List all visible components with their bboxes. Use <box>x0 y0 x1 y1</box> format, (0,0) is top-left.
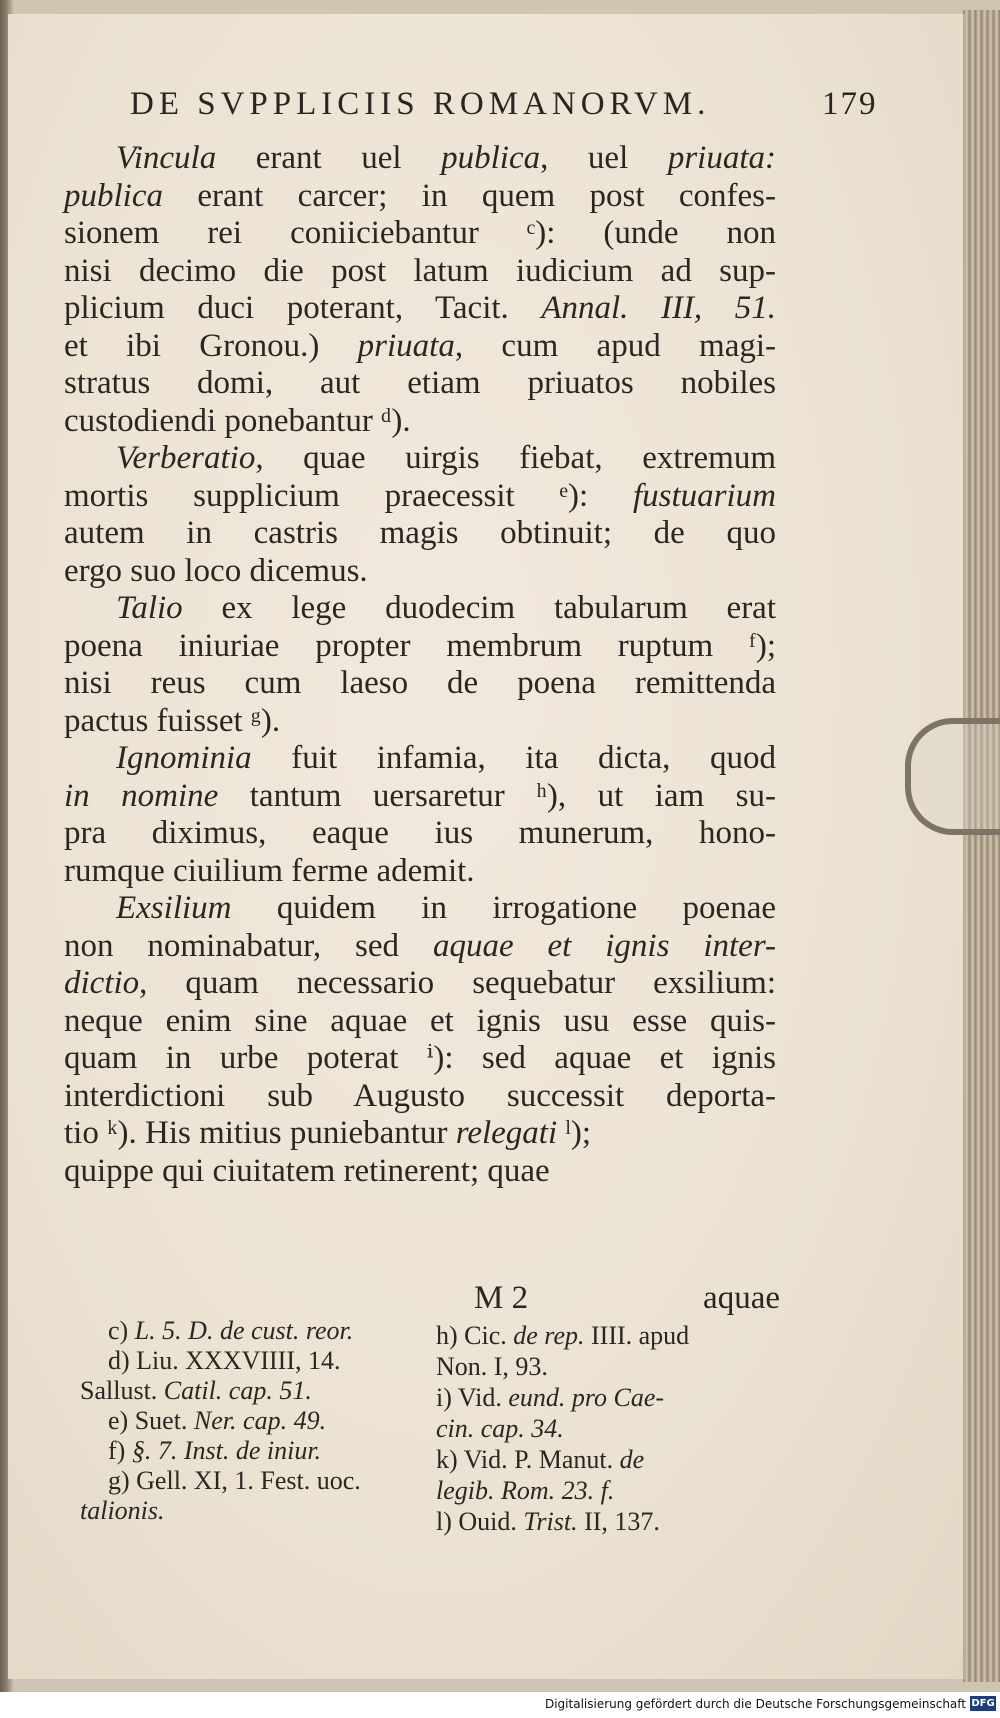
italic-segment: talionis. <box>80 1496 165 1525</box>
text-segment: quidem in irrogatione poenae <box>231 890 776 926</box>
footnote-line <box>80 1496 410 1526</box>
text-segment: pactus fuisset ᵍ). <box>64 702 281 739</box>
footnote-line <box>436 1506 781 1537</box>
text-segment: nisi reus cum laeso de poena remittenda <box>64 665 776 701</box>
text-segment: , quae uirgis fiebat, extremum <box>255 440 776 476</box>
footnote-line <box>436 1382 781 1413</box>
footnotes-left-column <box>80 1316 410 1526</box>
footnote-line <box>80 1436 410 1466</box>
digitization-credit: Digitalisierung gefördert durch die Deutsche Forschungsgemeinschaft <box>544 1697 966 1711</box>
italic-segment: Trist. <box>523 1507 578 1536</box>
text-segment: ˡ); <box>557 1115 592 1151</box>
footnote-line <box>80 1346 410 1376</box>
text-segment: nisi decimo die post latum iudicium ad sup- <box>64 252 776 289</box>
text-segment: k) Vid. P. Manut. <box>436 1445 620 1474</box>
italic-segment: Annal. III, 51. <box>541 290 776 326</box>
text-segment: f) <box>108 1436 132 1465</box>
footnote-line <box>80 1376 410 1406</box>
text-line <box>64 815 776 853</box>
text-line <box>64 853 776 891</box>
text-line <box>64 1040 776 1078</box>
text-line <box>64 365 776 403</box>
italic-segment: publica <box>64 177 163 214</box>
text-segment: e) Suet. <box>108 1406 194 1435</box>
catchword: aquae <box>703 1280 780 1316</box>
text-line <box>64 328 776 366</box>
italic-segment: de rep. <box>513 1321 585 1350</box>
italic-segment: priuata <box>357 327 455 364</box>
text-segment: i) Vid. <box>436 1383 509 1412</box>
text-line <box>64 515 776 553</box>
italic-segment: Talio <box>116 590 183 626</box>
text-segment: c) <box>108 1316 135 1345</box>
text-line <box>64 215 776 253</box>
italic-segment: priuata: <box>667 140 776 176</box>
italic-segment: legib. Rom. 23. f. <box>436 1476 615 1505</box>
text-segment: sionem rei coniiciebantur ᶜ): (unde non <box>64 215 776 251</box>
italic-segment: in nomine <box>64 777 219 814</box>
text-segment: tio ᵏ). His mitius puniebantur <box>64 1115 456 1151</box>
italic-segment: de <box>619 1445 645 1474</box>
text-segment: plicium duci poterant, Tacit. <box>64 290 542 326</box>
text-segment: Non. I, 93. <box>436 1352 548 1381</box>
text-line <box>64 403 776 441</box>
footnote-line <box>436 1475 781 1506</box>
italic-segment: Exsilium <box>116 890 232 926</box>
text-segment: II, 137. <box>577 1507 660 1536</box>
text-line <box>64 440 776 478</box>
book-page-edges <box>963 10 1000 1682</box>
text-segment: quippe qui ciuitatem retinerent; quae <box>64 1152 550 1189</box>
text-line <box>64 290 776 328</box>
text-segment: mortis supplicium praecessit ᵉ): <box>64 477 633 514</box>
text-segment: d) Liu. XXXVIIII, 14. <box>108 1346 341 1375</box>
footnote-line <box>80 1406 410 1436</box>
text-segment: g) Gell. XI, 1. Fest. uoc. <box>108 1466 361 1495</box>
text-segment: , cum apud magi- <box>454 327 776 364</box>
text-segment: rumque ciuilium ferme ademit. <box>64 852 475 889</box>
page-number: 179 <box>822 86 878 122</box>
text-segment: , quam necessario sequebatur exsilium: <box>139 965 776 1001</box>
italic-segment: Vincula <box>116 140 217 176</box>
italic-segment: Ner. cap. 49. <box>193 1406 327 1435</box>
text-line <box>64 703 776 741</box>
text-line <box>64 1078 776 1116</box>
footnote-line <box>436 1351 781 1382</box>
text-line <box>64 553 776 591</box>
text-line <box>64 1003 776 1041</box>
italic-segment: aquae et ignis inter- <box>432 927 776 964</box>
italic-segment: §. 7. Inst. de iniur. <box>131 1436 322 1465</box>
text-segment: l) Ouid. <box>436 1507 524 1536</box>
main-text <box>64 140 776 1190</box>
text-segment: poena iniuriae propter membrum ruptum ᶠ); <box>64 627 776 664</box>
italic-segment: Catil. cap. 51. <box>163 1376 312 1405</box>
text-segment: non nominabatur, sed <box>64 927 433 964</box>
italic-segment: fustuarium <box>632 477 776 514</box>
text-line <box>64 253 776 291</box>
text-line <box>64 1153 776 1191</box>
text-segment: erant uel <box>216 140 442 176</box>
text-line <box>64 928 776 966</box>
text-segment: pra diximus, eaque ius munerum, hono- <box>64 815 776 851</box>
italic-segment: cin. cap. 34. <box>436 1414 564 1443</box>
text-line <box>64 890 776 928</box>
italic-segment: eund. pro Cae- <box>508 1383 665 1412</box>
text-line <box>64 628 776 666</box>
footnote-line <box>80 1316 410 1346</box>
signature-mark: M 2 <box>474 1280 529 1316</box>
text-line <box>64 140 776 178</box>
text-line <box>64 1115 776 1153</box>
running-head: DE SVPPLICIIS ROMANORVM. <box>130 86 711 122</box>
text-line <box>64 665 776 703</box>
text-segment: neque enim sine aquae et ignis usu esse quis- <box>64 1002 776 1039</box>
text-line <box>64 740 776 778</box>
italic-segment: L. 5. D. de cust. reor. <box>134 1316 354 1345</box>
page-clip <box>905 718 1000 835</box>
footnote-line <box>436 1444 781 1475</box>
italic-segment: Ignominia <box>116 740 252 776</box>
footnote-line <box>436 1413 781 1444</box>
text-segment: Sallust. <box>80 1376 164 1405</box>
text-line <box>64 778 776 816</box>
text-line <box>64 965 776 1003</box>
italic-segment: relegati <box>455 1115 558 1151</box>
footnote-line <box>436 1320 781 1351</box>
text-segment: quam in urbe poterat ⁱ): sed aquae et ignis <box>64 1040 776 1076</box>
footnote-line <box>80 1466 410 1496</box>
text-segment: h) Cic. <box>436 1321 514 1350</box>
italic-segment: Verberatio <box>116 440 256 476</box>
dfg-logo: DFG <box>971 1698 995 1709</box>
text-segment: ex lege duodecim tabularum erat <box>182 590 776 626</box>
text-segment: stratus domi, aut etiam priuatos nobiles <box>64 365 776 401</box>
text-segment: erant carcer; in quem post confes- <box>162 177 776 214</box>
footnotes-right-column <box>436 1320 781 1537</box>
text-segment: et ibi Gronou.) <box>64 327 358 364</box>
text-segment: custodiendi ponebantur ᵈ). <box>64 402 411 439</box>
text-segment: IIII. apud <box>584 1321 690 1350</box>
text-segment: tantum uersaretur ʰ), ut iam su- <box>218 777 776 814</box>
text-line <box>64 478 776 516</box>
italic-segment: dictio <box>64 965 140 1001</box>
text-segment: autem in castris magis obtinuit; de quo <box>64 515 776 551</box>
text-line <box>64 178 776 216</box>
italic-segment: publica <box>441 140 541 176</box>
text-segment: interdictioni sub Augusto successit deporta- <box>64 1077 776 1114</box>
text-segment: ergo suo loco dicemus. <box>64 552 368 589</box>
text-segment: fuit infamia, ita dicta, quod <box>251 740 776 776</box>
text-line <box>64 590 776 628</box>
text-segment: , uel <box>540 140 668 176</box>
